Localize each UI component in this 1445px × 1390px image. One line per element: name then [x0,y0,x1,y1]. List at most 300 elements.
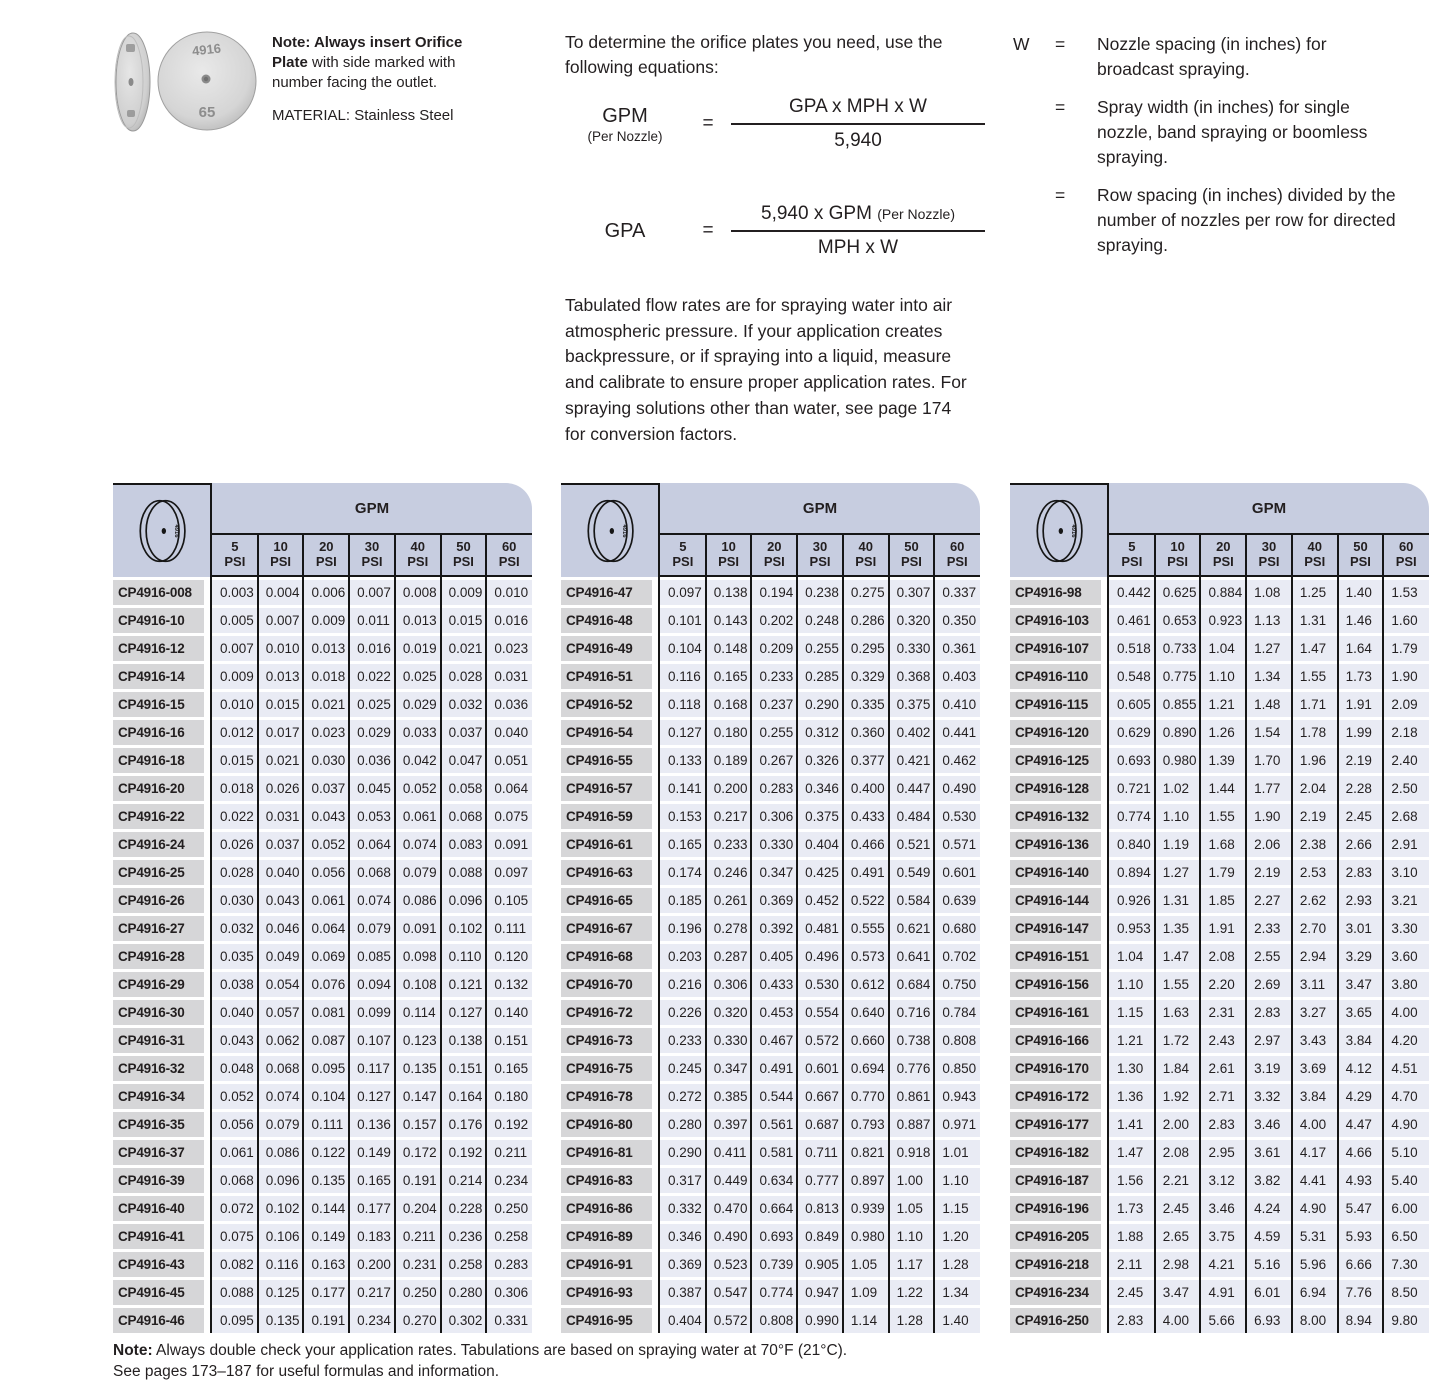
column-divider-line [1382,535,1384,1333]
gpm-value-cell: 3.29 [1338,944,1384,969]
column-divider-line [933,535,935,1333]
gpa-equation-lhs [565,220,685,243]
gpm-value-cell: 0.097 [660,580,706,605]
gpm-value-cell: 0.572 [797,1028,843,1053]
model-label: CP4916-132 [1010,804,1101,829]
table-body [1010,577,1429,1333]
equals-sign: = [1055,185,1066,206]
gpm-value-cell: 0.164 [441,1084,487,1109]
model-label: CP4916-61 [561,832,652,857]
intro-text: To determine the orifice plates you need, use the following equations: [565,32,943,77]
gpm-value-cell: 0.141 [660,776,706,801]
row-values [660,916,980,941]
gpm-value-cell: 2.94 [1292,944,1338,969]
gpm-value-cell: 0.029 [395,692,441,717]
row-values [1109,1056,1429,1081]
gpm-value-cell: 1.21 [1200,692,1246,717]
table-row [561,748,980,773]
model-label: CP4916-28 [113,944,204,969]
gpm-value-cell: 0.149 [303,1224,349,1249]
table-row [1010,1308,1429,1333]
gpm-value-cell: 0.629 [1109,720,1155,745]
gpm-value-cell: 0.006 [303,580,349,605]
gpm-value-cell: 1.15 [1109,1000,1155,1025]
gpm-value-cell: 0.136 [349,1112,395,1137]
gpm-value-cell: 0.404 [660,1308,706,1333]
gpm-value-cell: 0.138 [706,580,752,605]
gpm-value-cell: 0.850 [934,1056,980,1081]
gpm-value-cell: 1.77 [1246,776,1292,801]
gpm-value-cell: 0.634 [751,1168,797,1193]
gpm-value-cell: 1.47 [1109,1140,1155,1165]
gpm-value-cell: 0.135 [258,1308,304,1333]
row-values [1109,860,1429,885]
gpm-value-cell: 0.261 [706,888,752,913]
row-values [212,944,532,969]
gpm-value-cell: 0.571 [934,832,980,857]
gpm-value-cell: 0.086 [258,1140,304,1165]
model-label: CP4916-107 [1010,636,1101,661]
gpm-equation [565,96,985,152]
column-divider-line [888,535,890,1333]
w-definition-text: Nozzle spacing (in inches) for broadcast spraying. [1097,34,1327,80]
table-row [561,636,980,661]
model-label: CP4916-49 [561,636,652,661]
table-row [113,1168,532,1193]
row-values [660,692,980,717]
gpm-value-cell: 0.320 [706,1000,752,1025]
gpm-value-cell: 0.246 [706,860,752,885]
gpa-equation-fraction [731,203,985,259]
gpm-value-cell: 8.94 [1338,1308,1384,1333]
psi-header-row [212,535,532,577]
gpm-value-cell: 2.20 [1200,972,1246,997]
gpm-value-cell: 0.425 [797,860,843,885]
gpm-value-cell: 2.19 [1246,860,1292,885]
gpm-value-cell: 0.397 [706,1112,752,1137]
gpm-value-cell: 2.08 [1200,944,1246,969]
orifice-plate-icon-drawing [131,491,195,571]
gpm-value-cell: 0.270 [395,1308,441,1333]
gpm-equation-numerator: GPA x MPH x W [731,96,985,125]
row-values [212,1280,532,1305]
gpm-value-cell: 2.95 [1200,1140,1246,1165]
gpm-value-cell: 0.255 [751,720,797,745]
gpm-value-cell: 0.029 [349,720,395,745]
psi-column-header: 40 PSI [1304,539,1326,569]
gpm-value-cell: 0.022 [349,664,395,689]
gpm-value-cell: 0.887 [889,1112,935,1137]
gpm-value-cell: 0.350 [934,608,980,633]
table-row [1010,1196,1429,1221]
gpm-value-cell: 4.90 [1383,1112,1429,1137]
gpm-value-cell: 0.022 [212,804,258,829]
gpm-value-cell: 0.032 [212,916,258,941]
gpm-value-cell: 0.157 [395,1112,441,1137]
gpm-value-cell: 0.312 [797,720,843,745]
gpm-value-cell: 0.016 [349,636,395,661]
row-values [212,804,532,829]
footer-note-line2: See pages 173–187 for useful formulas and information. [113,1362,500,1380]
column-divider-line [302,535,304,1333]
row-values [660,636,980,661]
gpm-value-cell: 1.70 [1246,748,1292,773]
gpm-value-cell: 0.894 [1109,860,1155,885]
gpm-value-cell: 0.442 [1109,580,1155,605]
footer-note-line1 [113,1341,1013,1362]
gpm-value-cell: 4.47 [1338,1112,1384,1137]
model-label: CP4916-182 [1010,1140,1101,1165]
gpm-value-cell: 1.35 [1155,916,1201,941]
row-values [1109,916,1429,941]
gpm-value-cell: 0.918 [889,1140,935,1165]
gpm-value-cell: 1.72 [1155,1028,1201,1053]
footer-note-rest: Always double check your application rates. Tabulations are based on spraying water at 70°F (21°C). [152,1342,848,1359]
gpm-value-cell: 0.490 [706,1224,752,1249]
gpm-value-cell: 0.038 [212,972,258,997]
gpm-value-cell: 0.360 [843,720,889,745]
gpm-value-cell: 0.234 [349,1308,395,1333]
gpm-value-cell: 1.79 [1383,636,1429,661]
gpm-value-cell: 1.53 [1383,580,1429,605]
gpm-value-cell: 0.111 [303,1112,349,1137]
model-label: CP4916-177 [1010,1112,1101,1137]
column-divider-line [658,483,660,1333]
row-values [212,1056,532,1081]
row-values [212,720,532,745]
gpm-value-cell: 0.082 [212,1252,258,1277]
gpm-value-cell: 0.088 [441,860,487,885]
gpm-value-cell: 0.549 [889,860,935,885]
gpm-value-cell: 0.470 [706,1196,752,1221]
gpm-value-cell: 0.601 [934,860,980,885]
model-label: CP4916-234 [1010,1280,1101,1305]
table-row [561,580,980,605]
gpm-value-cell: 0.189 [706,748,752,773]
gpm-value-cell: 3.80 [1383,972,1429,997]
gpm-value-cell: 8.50 [1383,1280,1429,1305]
gpm-value-cell: 0.074 [349,888,395,913]
gpm-value-cell: 0.026 [258,776,304,801]
gpm-value-cell: 0.026 [212,832,258,857]
row-values [212,888,532,913]
gpm-value-cell: 0.053 [349,804,395,829]
gpm-value-cell: 0.013 [395,608,441,633]
gpm-value-cell: 2.18 [1383,720,1429,745]
gpm-value-cell: 0.185 [660,888,706,913]
gpm-value-cell: 0.711 [797,1140,843,1165]
model-label: CP4916-12 [113,636,204,661]
gpm-value-cell: 1.84 [1155,1056,1201,1081]
gpm-value-cell: 0.037 [303,776,349,801]
gpm-value-cell: 1.05 [889,1196,935,1221]
gpm-value-cell: 2.43 [1200,1028,1246,1053]
column-divider-line [440,535,442,1333]
gpm-value-cell: 0.040 [486,720,532,745]
gpm-label: GPM [602,104,648,127]
gpm-value-cell: 0.057 [258,1000,304,1025]
gpm-value-cell: 0.884 [1200,580,1246,605]
gpm-value-cell: 0.030 [303,748,349,773]
gpm-value-cell: 0.840 [1109,832,1155,857]
gpm-value-cell: 0.461 [1109,608,1155,633]
gpm-value-cell: 1.63 [1155,1000,1201,1025]
gpm-value-cell: 0.980 [843,1224,889,1249]
table-row [561,1084,980,1109]
table-row [113,580,532,605]
gpm-value-cell: 3.82 [1246,1168,1292,1193]
gpm-value-cell: 2.71 [1200,1084,1246,1109]
gpm-value-cell: 0.849 [797,1224,843,1249]
gpm-value-cell: 0.110 [441,944,487,969]
psi-column-header: 30 PSI [1258,539,1280,569]
gpm-value-cell: 0.584 [889,888,935,913]
gpm-value-cell: 0.114 [395,1000,441,1025]
row-values [660,804,980,829]
orifice-plate-icon-drawing [1028,491,1092,571]
gpm-value-cell: 0.062 [258,1028,304,1053]
gpm-value-cell: 0.030 [212,888,258,913]
gpm-value-cell: 0.015 [258,692,304,717]
gpm-value-cell: 0.572 [706,1308,752,1333]
table-row [561,916,980,941]
gpm-value-cell: 0.025 [349,692,395,717]
gpm-value-cell: 1.10 [934,1168,980,1193]
gpm-value-cell: 1.73 [1109,1196,1155,1221]
row-values [660,888,980,913]
gpm-value-cell: 2.19 [1338,748,1384,773]
gpm-value-cell: 0.250 [486,1196,532,1221]
table-row [1010,1224,1429,1249]
gpm-value-cell: 1.14 [843,1308,889,1333]
psi-header-row [660,535,980,577]
gpm-column-group-header: GPM [212,483,532,535]
gpm-value-cell: 4.00 [1383,1000,1429,1025]
gpm-value-cell: 0.125 [258,1280,304,1305]
gpm-value-cell: 1.92 [1155,1084,1201,1109]
gpm-value-cell: 0.007 [349,580,395,605]
gpm-value-cell: 0.183 [349,1224,395,1249]
table-row [561,1140,980,1165]
gpm-value-cell: 0.097 [486,860,532,885]
row-values [212,1252,532,1277]
gpm-value-cell: 1.55 [1292,664,1338,689]
gpm-value-cell: 0.079 [395,860,441,885]
gpm-value-cell: 2.53 [1292,860,1338,885]
gpm-value-cell: 0.043 [303,804,349,829]
table-row [561,972,980,997]
gpm-value-cell: 0.216 [660,972,706,997]
gpm-value-cell: 0.453 [751,1000,797,1025]
gpm-value-cell: 1.05 [843,1252,889,1277]
gpm-value-cell: 3.46 [1246,1112,1292,1137]
model-label: CP4916-008 [113,580,204,605]
gpm-value-cell: 0.036 [486,692,532,717]
gpm-value-cell: 0.693 [751,1224,797,1249]
model-label: CP4916-166 [1010,1028,1101,1053]
gpm-value-cell: 0.905 [797,1252,843,1277]
gpm-value-cell: 0.640 [843,1000,889,1025]
gpm-value-cell: 0.200 [706,776,752,801]
gpm-value-cell: 1.28 [934,1252,980,1277]
gpm-value-cell: 0.021 [441,636,487,661]
gpm-value-cell: 0.107 [349,1028,395,1053]
gpm-value-cell: 6.94 [1292,1280,1338,1305]
row-values [1109,1000,1429,1025]
gpm-value-cell: 2.00 [1155,1112,1201,1137]
gpm-value-cell: 0.135 [303,1168,349,1193]
gpm-value-cell: 0.369 [660,1252,706,1277]
gpm-value-cell: 0.068 [258,1056,304,1081]
model-label: CP4916-120 [1010,720,1101,745]
flow-rate-table-3 [1010,483,1429,1333]
model-label: CP4916-81 [561,1140,652,1165]
gpm-value-cell: 4.93 [1338,1168,1384,1193]
gpm-value-cell: 0.017 [258,720,304,745]
table-row [113,664,532,689]
gpm-value-cell: 4.29 [1338,1084,1384,1109]
gpm-value-cell: 0.127 [441,1000,487,1025]
psi-column-header: 40 PSI [407,539,429,569]
model-label: CP4916-161 [1010,1000,1101,1025]
gpm-value-cell: 0.385 [706,1084,752,1109]
gpm-value-cell: 1.71 [1292,692,1338,717]
gpm-value-cell: 0.467 [751,1028,797,1053]
gpm-value-cell: 0.042 [395,748,441,773]
gpm-value-cell: 3.43 [1292,1028,1338,1053]
gpm-value-cell: 0.653 [1155,608,1201,633]
column-divider-line [257,535,259,1333]
table-row [561,720,980,745]
gpm-value-cell: 3.11 [1292,972,1338,997]
model-label: CP4916-86 [561,1196,652,1221]
gpm-value-cell: 0.660 [843,1028,889,1053]
gpm-value-cell: 3.46 [1200,1196,1246,1221]
row-values [660,1224,980,1249]
table-row [561,1028,980,1053]
row-values [1109,1168,1429,1193]
gpm-value-cell: 0.040 [212,1000,258,1025]
gpm-value-cell: 0.203 [660,944,706,969]
gpm-value-cell: 2.62 [1292,888,1338,913]
table-row [113,1084,532,1109]
gpm-value-cell: 0.491 [843,860,889,885]
row-values [1109,804,1429,829]
gpm-value-cell: 0.228 [441,1196,487,1221]
gpm-value-cell: 0.433 [843,804,889,829]
row-values [660,944,980,969]
gpm-value-cell: 0.347 [706,1056,752,1081]
gpm-value-cell: 0.165 [486,1056,532,1081]
column-divider-line [1337,535,1339,1333]
gpm-value-cell: 0.005 [212,608,258,633]
gpm-value-cell: 0.009 [212,664,258,689]
gpm-value-cell: 0.926 [1109,888,1155,913]
model-label: CP4916-34 [113,1084,204,1109]
gpm-value-cell: 2.69 [1246,972,1292,997]
gpm-value-cell: 0.116 [258,1252,304,1277]
model-label: CP4916-140 [1010,860,1101,885]
insert-note-text [272,33,490,92]
gpm-value-cell: 1.78 [1292,720,1338,745]
gpm-value-cell: 3.27 [1292,1000,1338,1025]
gpm-value-cell: 0.522 [843,888,889,913]
table-row [561,1224,980,1249]
gpm-value-cell: 0.330 [889,636,935,661]
gpm-value-cell: 0.245 [660,1056,706,1081]
flow-rate-table-2 [561,483,980,1333]
table-row [113,692,532,717]
gpm-value-cell: 1.09 [843,1280,889,1305]
gpm-value-cell: 0.306 [486,1280,532,1305]
gpm-value-cell: 0.096 [258,1168,304,1193]
gpm-value-cell: 0.738 [889,1028,935,1053]
gpm-value-cell: 1.47 [1155,944,1201,969]
gpm-value-cell: 0.021 [258,748,304,773]
gpm-value-cell: 4.00 [1155,1308,1201,1333]
gpm-value-cell: 0.280 [660,1112,706,1137]
table-row [113,1112,532,1137]
model-label: CP4916-63 [561,860,652,885]
gpm-value-cell: 0.518 [1109,636,1155,661]
gpm-value-cell: 0.855 [1155,692,1201,717]
row-values [660,1112,980,1137]
gpm-value-cell: 0.226 [660,1000,706,1025]
table-row [113,1196,532,1221]
row-values [212,1000,532,1025]
gpm-value-cell: 2.83 [1109,1308,1155,1333]
w-definition-row [1013,183,1405,258]
gpm-value-cell: 3.10 [1383,860,1429,885]
table-header-values [212,483,532,577]
gpm-value-cell: 0.068 [212,1168,258,1193]
table-row [113,972,532,997]
gpm-value-cell: 0.387 [660,1280,706,1305]
model-label: CP4916-15 [113,692,204,717]
gpm-value-cell: 2.09 [1383,692,1429,717]
gpm-value-cell: 0.897 [843,1168,889,1193]
gpm-value-cell: 3.75 [1200,1224,1246,1249]
icon-marking: 4916 [1069,524,1076,538]
gpm-value-cell: 1.28 [889,1308,935,1333]
table-row [1010,776,1429,801]
equals-sign: = [1055,34,1066,54]
gpm-value-cell: 2.83 [1200,1112,1246,1137]
w-definitions [1013,32,1405,271]
gpm-value-cell: 0.283 [486,1252,532,1277]
row-values [1109,580,1429,605]
gpm-value-cell: 2.40 [1383,748,1429,773]
gpm-value-cell: 2.68 [1383,804,1429,829]
table-row [561,1252,980,1277]
gpm-value-cell: 0.808 [934,1028,980,1053]
gpm-value-cell: 1.41 [1109,1112,1155,1137]
gpm-value-cell: 0.127 [660,720,706,745]
row-values [1109,1084,1429,1109]
gpm-value-cell: 2.93 [1338,888,1384,913]
gpm-value-cell: 0.204 [395,1196,441,1221]
gpm-value-cell: 2.50 [1383,776,1429,801]
gpm-value-cell: 2.19 [1292,804,1338,829]
w-definition-text: Row spacing (in inches) divided by the number of nozzles per row for directed spraying. [1097,185,1396,256]
table-row [113,916,532,941]
gpm-value-cell: 0.052 [303,832,349,857]
gpm-value-cell: 0.433 [751,972,797,997]
gpm-value-cell: 6.50 [1383,1224,1429,1249]
gpm-value-cell: 0.008 [395,580,441,605]
column-divider-line [1107,483,1109,1333]
table-row [561,608,980,633]
